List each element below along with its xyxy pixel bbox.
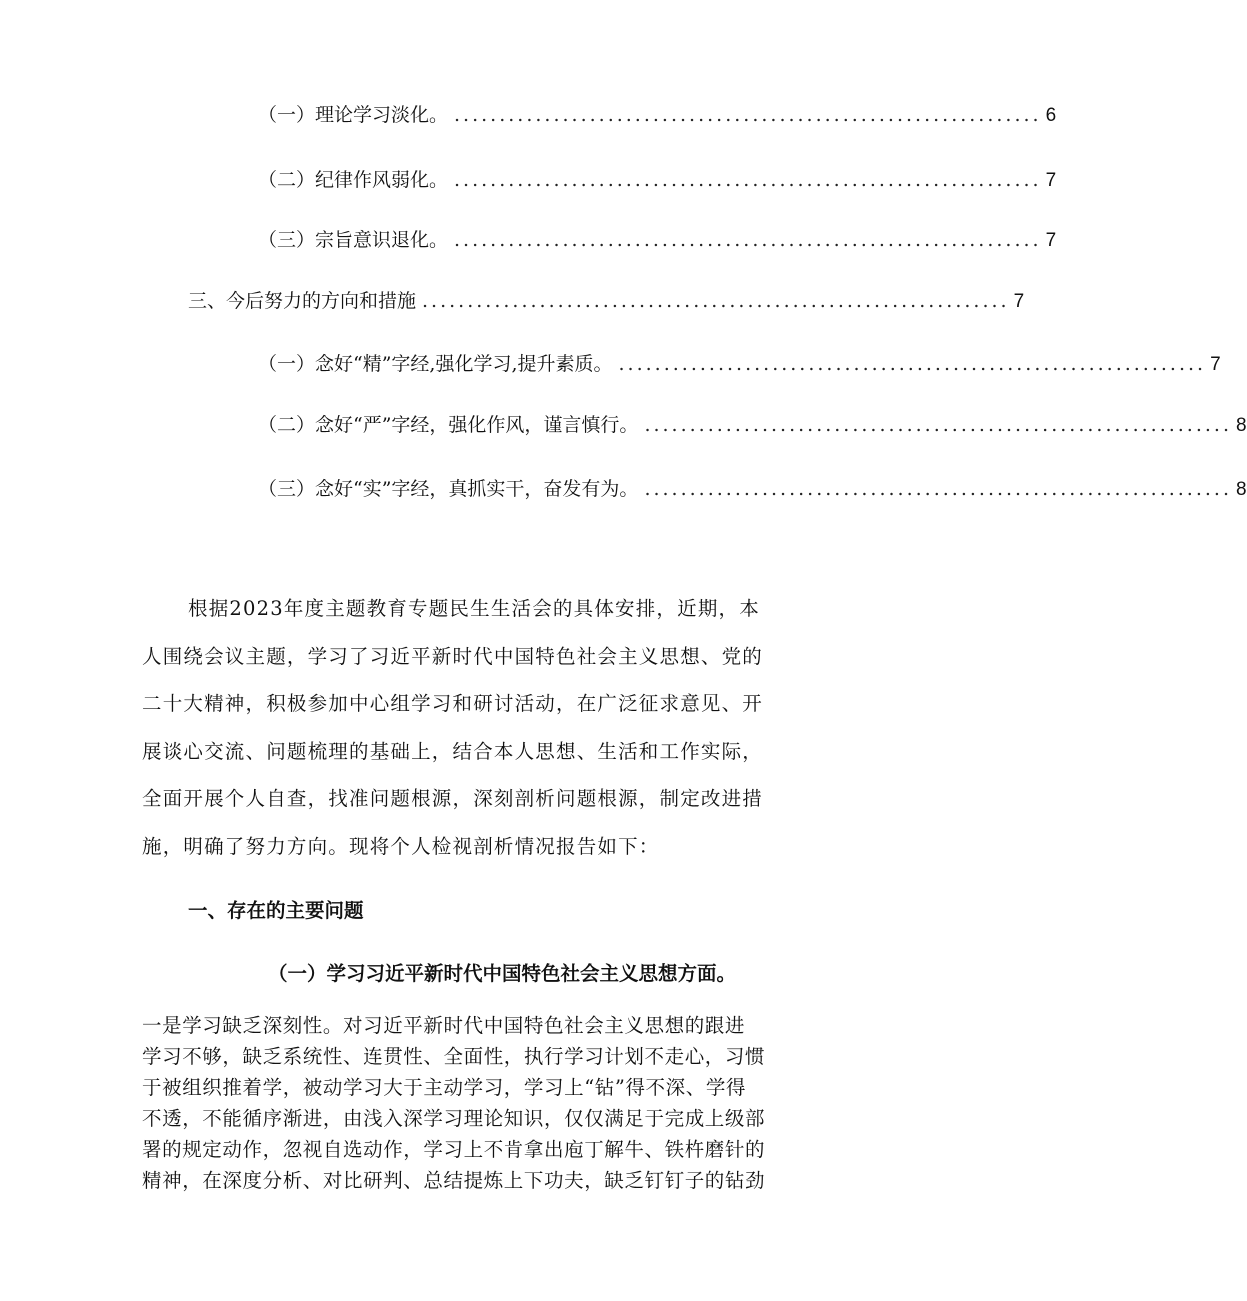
toc-leader-dots: ................................................................. [454,229,1042,251]
toc-entry-title: 三、今后努力的方向和措施 [188,290,417,312]
toc-entry[interactable] [258,225,1057,253]
body-line: 署的规定动作，忽视自选动作，学习上不肯拿出庖丁解牛、铁杵磨针的 [142,1138,766,1161]
toc-entry-title: （三）念好“实”字经，真抓实干，奋发有为。 [258,478,639,500]
toc-entry-page: 6 [1045,105,1057,126]
toc-leader-dots: ................................................................. [454,104,1042,126]
intro-line: 人围绕会议主题，学习了习近平新时代中国特色社会主义思想、党的 [142,644,764,668]
toc-entry-title: （一）念好“精”字经,强化学习,提升素质。 [258,353,613,375]
toc-entry[interactable] [258,410,1247,438]
toc-entry[interactable] [258,474,1247,502]
toc-entry-page: 7 [1045,230,1057,251]
toc-entry-title: （二）纪律作风弱化。 [258,169,449,191]
body-line: 不透，不能循序渐进，由浅入深学习理论知识，仅仅满足于完成上级部 [142,1107,766,1130]
subsection-heading: （一）学习习近平新时代中国特色社会主义思想方面。 [268,962,737,985]
toc-entry[interactable] [258,100,1057,128]
toc-entry-title: （三）宗旨意识退化。 [258,229,449,251]
toc-leader-dots: ................................................................. [454,169,1042,191]
intro-line: 二十大精神，积极参加中心组学习和研讨活动，在广泛征求意见、开 [142,692,764,715]
toc-entry[interactable] [258,349,1221,377]
toc-entry[interactable] [188,286,1025,314]
toc-entry[interactable] [258,165,1057,193]
body-line: 精神，在深度分析、对比研判、总结提炼上下功夫，缺乏钉钉子的钻劲 [142,1169,766,1192]
intro-line: 施，明确了努力方向。现将个人检视剖析情况报告如下： [142,834,660,858]
toc-leader-dots: ................................................................. [644,478,1233,500]
body-line: 学习不够，缺乏系统性、连贯性、全面性，执行学习计划不走心，习惯 [142,1045,766,1068]
body-line: 一是学习缺乏深刻性。对习近平新时代中国特色社会主义思想的跟进 [142,1014,746,1037]
toc-entry-page: 8 [1236,479,1247,500]
intro-line: 展谈心交流、问题梳理的基础上，结合本人思想、生活和工作实际， [142,739,764,763]
section-heading: 一、存在的主要问题 [188,899,364,922]
intro-paragraph [142,585,798,870]
toc-leader-dots: ................................................................. [644,414,1233,436]
toc-leader-dots: ................................................................. [422,290,1010,312]
body-line: 于被组织推着学，被动学习大于主动学习，学习上“钻”得不深、学得 [142,1076,747,1099]
toc-entry-page: 7 [1210,354,1221,375]
toc-leader-dots: ................................................................. [618,353,1207,375]
toc-entry-page: 8 [1236,415,1247,436]
toc-entry-page: 7 [1013,291,1025,312]
body-paragraph [142,1010,798,1196]
toc-entry-title: （一）理论学习淡化。 [258,104,449,126]
intro-line: 根据2023年度主题教育专题民生生活会的具体安排，近期，本 [188,597,760,620]
intro-line: 全面开展个人自查，找准问题根源，深刻剖析问题根源，制定改进措 [142,787,764,810]
toc-entry-title: （二）念好“严”字经，强化作风，谨言慎行。 [258,414,639,436]
toc-entry-page: 7 [1045,170,1057,191]
